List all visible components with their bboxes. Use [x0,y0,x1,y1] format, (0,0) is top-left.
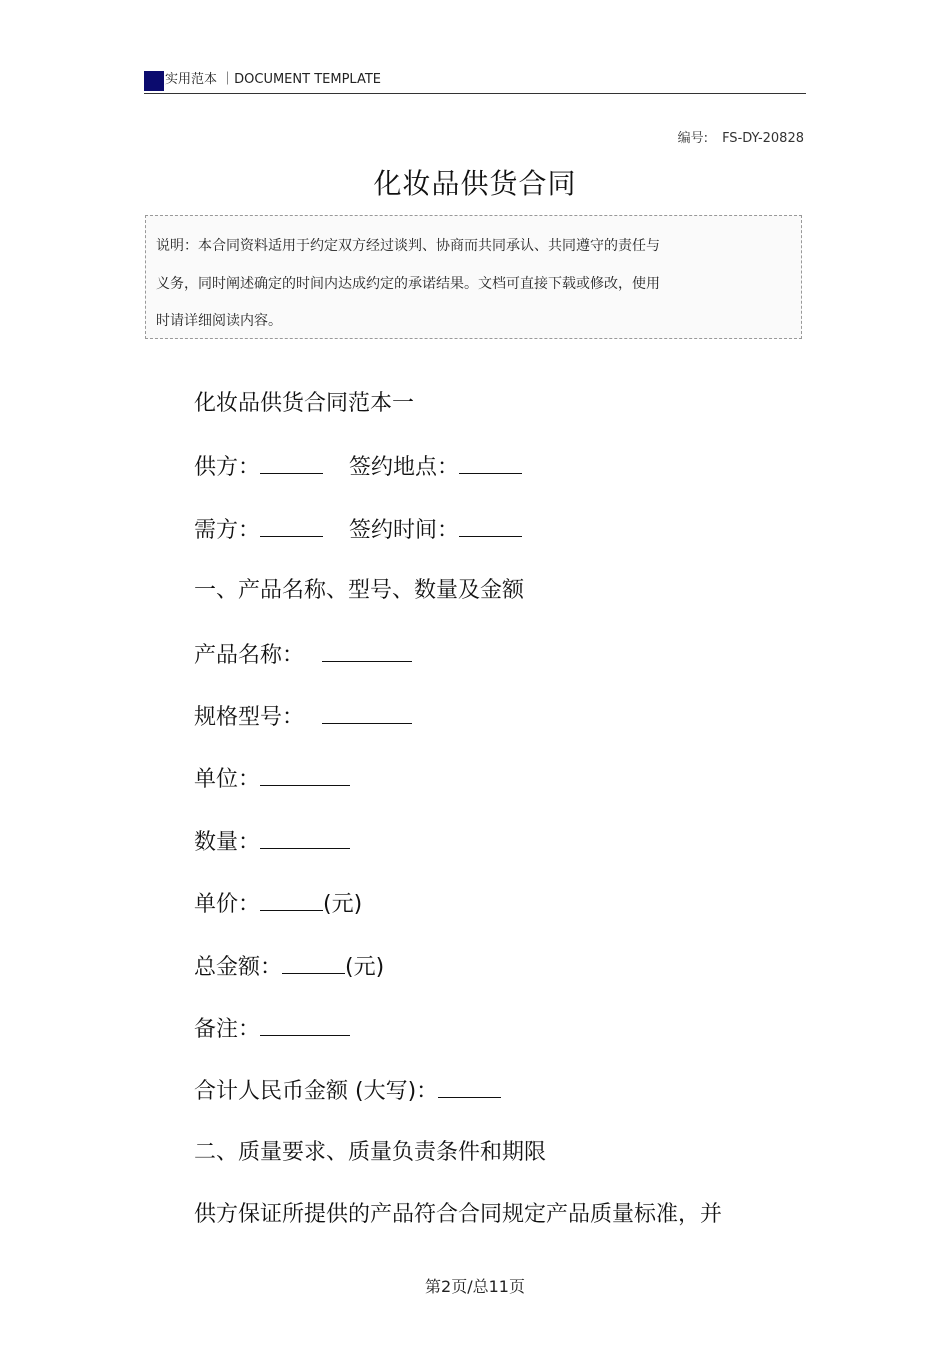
unit-price-line [194,882,774,944]
unit-price-label: 单价： [194,892,261,918]
quantity-blank[interactable] [260,820,350,849]
unit-label: 单位： [194,767,261,793]
page-number: 第2页/总11页 [425,1277,525,1296]
supplier-label: 供方： [194,455,261,481]
header-brand: 实用范本 ｜DOCUMENT TEMPLATE [165,72,381,87]
quality-paragraph: 供方保证所提供的产品符合合同规定产品质量标准，并 [194,1202,723,1228]
doc-number-label: 编号: [677,131,709,146]
quantity-label: 数量： [194,829,261,855]
unit-line [194,757,774,819]
header-divider [144,93,806,94]
supplier-line [194,445,774,507]
rmb-total-label: 合计人民币金额 (大写)： [194,1079,439,1105]
rmb-total-blank[interactable] [438,1069,501,1098]
description-line-2: 义务，同时阐述确定的时间内达成约定的承诺结果。文档可直接下载或修改，使用 [156,275,660,292]
description-box [145,215,802,339]
document-title: 化妆品供货合同 [373,167,577,200]
doc-number [678,127,804,146]
product-name-line [194,633,774,695]
remark-label: 备注： [194,1016,261,1042]
total-amount-label: 总金额： [194,954,283,980]
unit-price-currency: (元) [323,892,363,918]
buyer-label: 需方： [194,517,261,543]
sign-time-label: 签约时间： [349,517,460,543]
description-line-3: 时请详细阅读内容。 [156,313,282,329]
header-logo-square [144,71,164,91]
remark-line [194,1007,774,1069]
contract-subtitle: 化妆品供货合同范本一 [194,391,415,416]
product-name-blank[interactable] [322,633,412,662]
quantity-line [194,820,774,882]
spec-label: 规格型号： [194,704,305,730]
buyer-blank[interactable] [260,508,323,537]
total-amount-line [194,945,774,1007]
total-amount-currency: (元) [345,954,385,980]
section-1-heading: 一、产品名称、型号、数量及金额 [194,578,525,604]
total-amount-blank[interactable] [282,945,345,974]
description-line-1: 说明：本合同资料适用于约定双方经过谈判、协商而共同承认、共同遵守的责任与 [156,238,660,254]
unit-blank[interactable] [260,757,350,786]
product-name-label: 产品名称： [194,642,305,668]
sign-time-blank[interactable] [459,508,522,537]
rmb-total-line [194,1069,774,1131]
spec-blank[interactable] [322,695,412,724]
buyer-line [194,508,774,570]
section-2-heading: 二、质量要求、质量负责条件和期限 [194,1139,547,1165]
remark-blank[interactable] [260,1007,350,1036]
sign-place-blank[interactable] [459,445,522,474]
contract-body [194,383,774,1256]
supplier-blank[interactable] [260,445,323,474]
spec-line [194,695,774,757]
doc-number-value: FS-DY-20828 [722,131,804,146]
sign-place-label: 签约地点： [349,455,460,481]
unit-price-blank[interactable] [260,882,323,911]
